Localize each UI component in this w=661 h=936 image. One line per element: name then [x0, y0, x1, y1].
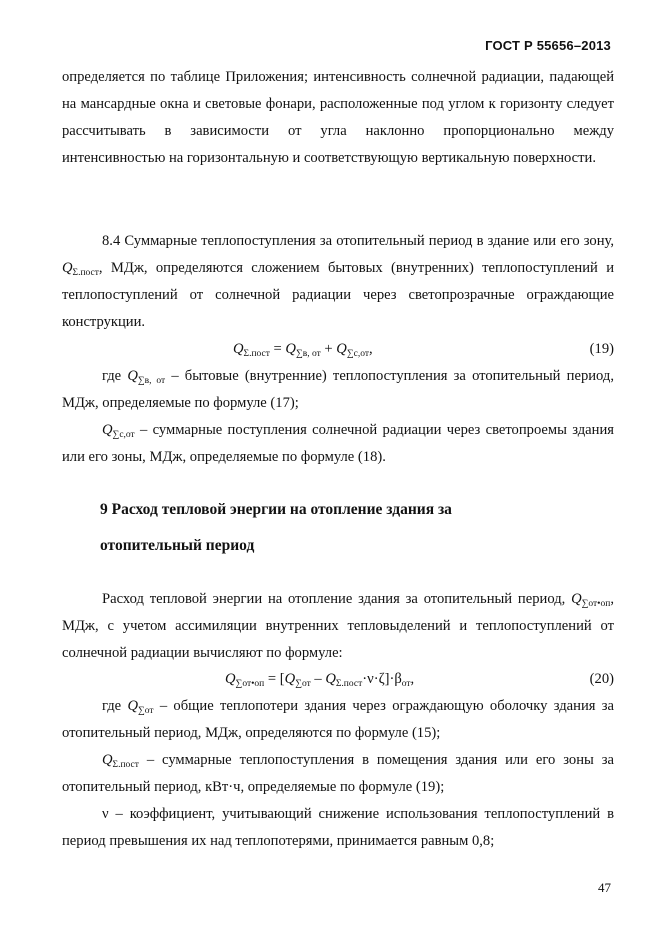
page-number: 47	[598, 880, 611, 895]
paragraph-lead: 8.4 Суммарные теплопоступления за отопительный период в здание или его зону,	[102, 233, 614, 249]
formula-20	[62, 666, 614, 693]
formula-operator: ,	[368, 341, 373, 357]
formula-subscript: Σ.пост	[243, 349, 270, 359]
symbol-subscript: Σ.пост	[112, 760, 139, 770]
paragraph-lead: где	[102, 368, 128, 384]
formula-subscript: Σ.пост	[335, 679, 363, 689]
paragraph-rest: , МДж, определяются сложением бытовых (внутренних) теплопоступлений и теплопоступлений от солнечной радиации через светопрозрачные ограждающие конструкции.	[62, 260, 614, 330]
paragraph-text: определяется по таблице Приложения; интенсивность солнечной радиации, падающей на мансардные окна и световые фонари, расположенные под углом к горизонту следует рассчитывать в зависимости от угла наклонно пропорционально между интенсивностью на горизонтальную и соответствующую вертикальную поверхности.	[62, 69, 614, 166]
symbol-q: Q	[127, 368, 138, 384]
document-header: ГОСТ Р 55656–2013	[485, 38, 611, 53]
symbol-q: Q	[102, 752, 113, 768]
paragraph-solar-intensity	[62, 64, 614, 172]
formula-operator: ·ν·ζ]·β	[362, 671, 402, 687]
paragraph-rest: , МДж, с учетом ассимиляции внутренних тепловыделений и теплопоступлений от солнечной радиации вычисляют по формуле:	[62, 591, 614, 661]
formula-number: (20)	[589, 671, 614, 687]
section-9-heading	[100, 492, 600, 564]
formula-subscript: ∑в, от	[295, 349, 321, 359]
symbol-q: Q	[102, 422, 113, 438]
formula-symbol: Q	[233, 341, 244, 357]
formula-symbol: Q	[336, 341, 347, 357]
paragraph-where-heat-loss	[62, 693, 614, 747]
formula-19	[62, 336, 614, 363]
symbol-q: Q	[127, 698, 138, 714]
symbol-subscript: ∑от•оп	[581, 599, 611, 609]
formula-operator: +	[320, 341, 337, 357]
symbol-subscript: ∑с,от	[112, 430, 135, 440]
paragraph-text: ν – коэффициент, учитывающий снижение использования теплопоступлений в период превышения их над теплопотерями, принимается равным 0,8;	[62, 806, 614, 849]
formula-subscript: ∑от•оп	[235, 679, 265, 689]
paragraph-rest: – бытовые (внутренние) теплопоступления за отопительный период, МДж, определяемые по формуле (17);	[62, 368, 614, 411]
paragraph-where-internal	[62, 363, 614, 417]
paragraph-lead: где	[102, 698, 128, 714]
formula-symbol: Q	[325, 671, 336, 687]
symbol-subscript: Σ.пост	[72, 268, 99, 278]
formula-subscript: ∑от	[295, 679, 311, 689]
formula-subscript: от	[401, 679, 411, 689]
heading-line: 9 Расход тепловой энергии на отопление здания за	[100, 501, 452, 518]
formula-subscript: ∑с,от	[346, 349, 369, 359]
formula-body	[233, 336, 373, 363]
paragraph-heat-consumption	[62, 586, 614, 667]
symbol-subscript: ∑от	[138, 706, 154, 716]
formula-operator: –	[310, 671, 326, 687]
paragraph-rest: – общие теплопотери здания через ограждающую оболочку здания за отопительный период, МДж, определяются по формуле (15);	[62, 698, 614, 741]
paragraph-rest: – суммарные теплопоступления в помещения здания или его зоны за отопительный период, кВт·ч, определяемые по формуле (19);	[62, 752, 614, 795]
symbol-q: Q	[62, 260, 73, 276]
formula-operator: = [	[264, 671, 285, 687]
paragraph-8-4	[62, 228, 614, 336]
symbol-q: Q	[571, 591, 582, 607]
paragraph-rest: – суммарные поступления солнечной радиации через светопроемы здания или его зоны, МДж, определяемые по формуле (18).	[62, 422, 614, 465]
formula-number: (19)	[589, 341, 614, 357]
paragraph-total-gains	[62, 747, 614, 801]
formula-symbol: Q	[225, 671, 236, 687]
paragraph-solar-gains	[62, 417, 614, 471]
paragraph-nu-coefficient	[62, 801, 614, 855]
formula-symbol: Q	[285, 341, 296, 357]
formula-operator: =	[269, 341, 286, 357]
formula-symbol: Q	[284, 671, 296, 687]
symbol-subscript: ∑в, от	[137, 376, 166, 386]
formula-operator: ,	[410, 671, 415, 687]
paragraph-lead: Расход тепловой энергии на отопление здания за отопительный период,	[102, 591, 572, 607]
heading-line: отопительный период	[100, 537, 255, 554]
formula-body	[225, 666, 414, 693]
